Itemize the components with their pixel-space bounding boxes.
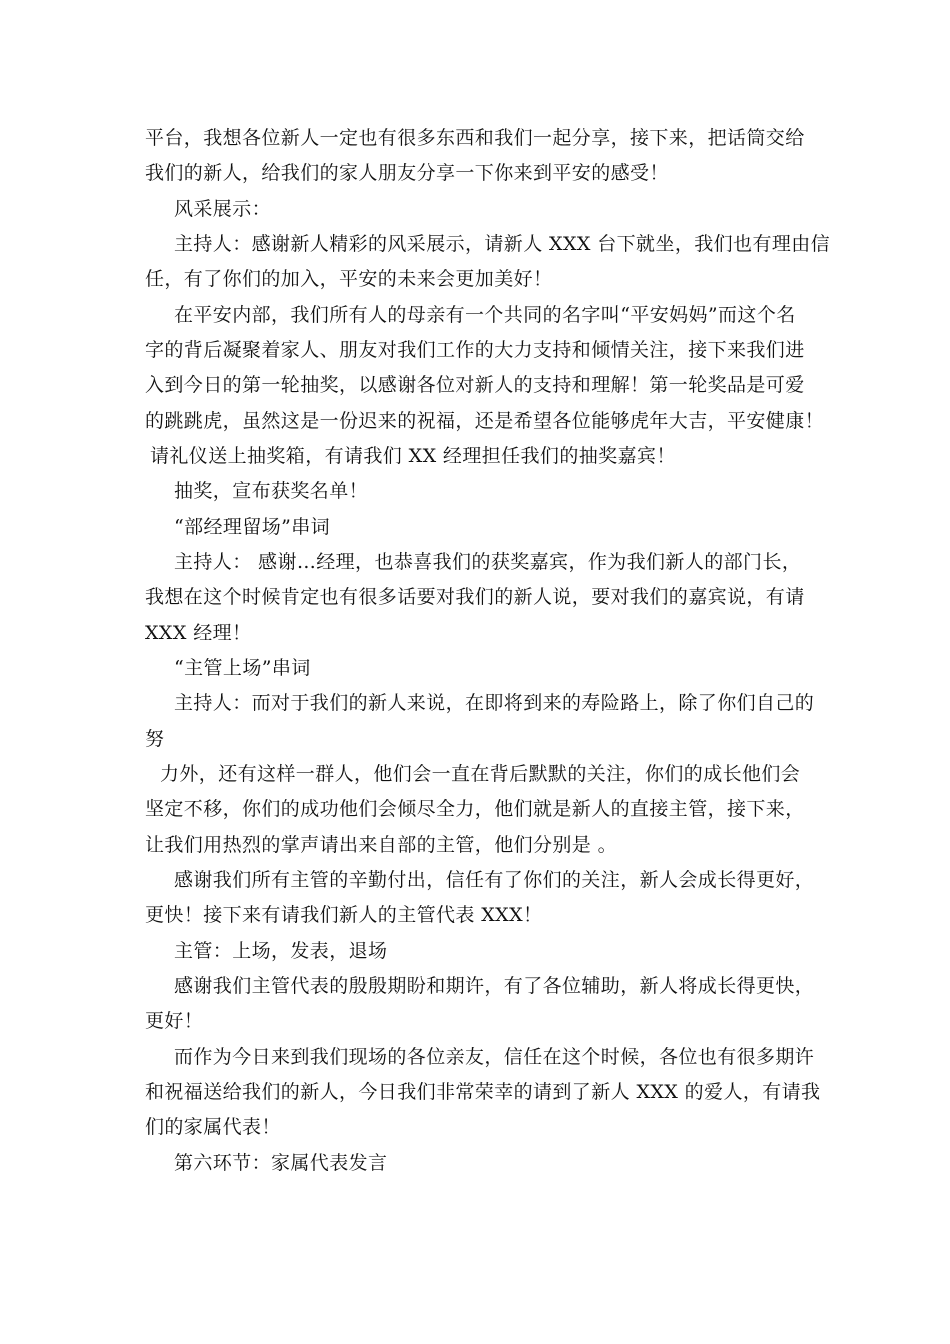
- section-heading: “主管上场”串词: [174, 657, 311, 679]
- text-line: 风采展示：: [174, 198, 272, 220]
- text-line: 努: [145, 728, 165, 750]
- text-line: 和祝福送给我们的新人，今日我们非常荣幸的请到了新人 XXX 的爱人，有请我: [145, 1081, 821, 1103]
- text-line: 让我们用热烈的掌声请出来自部的主管，他们分别是 。: [145, 834, 618, 856]
- section-heading: 第六环节：家属代表发言: [174, 1152, 388, 1174]
- text-line: 我们的新人，给我们的家人朋友分享一下你来到平安的感受！: [145, 162, 669, 184]
- text-line: 感谢我们所有主管的辛勤付出，信任有了你们的关注，新人会成长得更好，: [174, 869, 815, 891]
- text-line: 坚定不移，你们的成功他们会倾尽全力，他们就是新人的直接主管，接下来，: [145, 798, 805, 820]
- text-line: 更好！: [145, 1010, 204, 1032]
- section-heading: “部经理留场”串词: [174, 516, 331, 538]
- text-line: 们的家属代表！: [145, 1116, 281, 1138]
- text-line: 的跳跳虎，虽然这是一份迟来的祝福，还是希望各位能够虎年大吉，平安健康！: [145, 410, 825, 432]
- text-line: 入到今日的第一轮抽奖，以感谢各位对新人的支持和理解！第一轮奖品是可爱: [145, 374, 805, 396]
- text-line: 主持人： 感谢…经理，也恭喜我们的获奖嘉宾，作为我们新人的部门长，: [174, 551, 802, 573]
- text-line: 平台，我想各位新人一定也有很多东西和我们一起分享，接下来，把话筒交给: [145, 127, 805, 149]
- text-line: 更快！接下来有请我们新人的主管代表 XXX！: [145, 904, 543, 926]
- text-line: 主持人：而对于我们的新人来说，在即将到来的寿险路上，除了你们自己的: [174, 692, 815, 714]
- text-line: 在平安内部，我们所有人的母亲有一个共同的名字叫“平安妈妈”而这个名: [174, 304, 796, 326]
- text-line: 抽奖，宣布获奖名单！: [174, 480, 369, 502]
- text-line: 力外，还有这样一群人，他们会一直在背后默默的关注，你们的成长他们会: [160, 763, 801, 785]
- text-line: 而作为今日来到我们现场的各位亲友，信任在这个时候，各位也有很多期许: [174, 1046, 815, 1068]
- text-line: 感谢我们主管代表的殷殷期盼和期许，有了各位辅助，新人将成长得更快，: [174, 975, 815, 997]
- text-line: 我想在这个时候肯定也有很多话要对我们的新人说，要对我们的嘉宾说，有请: [145, 586, 805, 608]
- text-line: 任，有了你们的加入，平安的未来会更加美好！: [145, 268, 553, 290]
- text-line: XXX 经理！: [145, 622, 252, 644]
- text-line: 主管：上场，发表，退场: [174, 940, 388, 962]
- text-line: 字的背后凝聚着家人、朋友对我们工作的大力支持和倾情关注，接下来我们进: [145, 339, 805, 361]
- text-line: 请礼仪送上抽奖箱，有请我们 XX 经理担任我们的抽奖嘉宾！: [150, 445, 676, 467]
- text-line: 主持人：感谢新人精彩的风采展示，请新人 XXX 台下就坐，我们也有理由信: [174, 233, 831, 255]
